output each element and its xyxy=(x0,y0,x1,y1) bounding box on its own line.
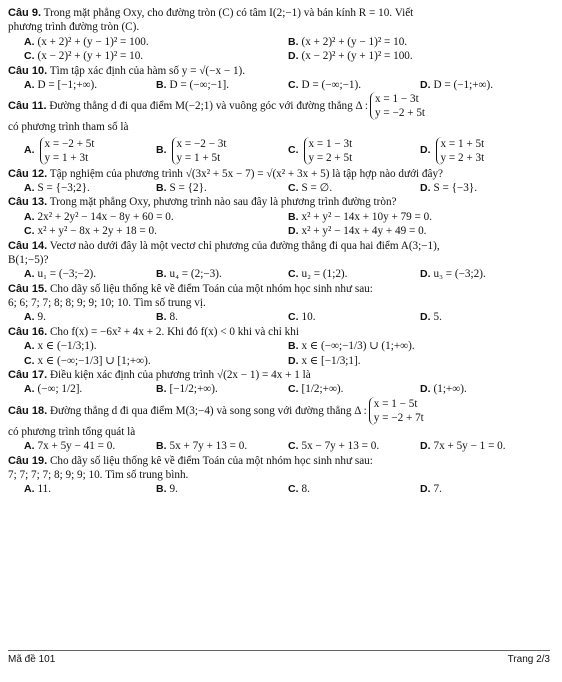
option-b[interactable]: B. x ∈ (−∞;−1/3) ∪ (1;+∞). xyxy=(288,340,415,353)
question-text-cont: phương trình đường tròn (C). xyxy=(8,21,140,34)
question-13 xyxy=(8,195,552,238)
question-text: Tìm tập xác định của hàm số y = √(−x − 1). xyxy=(49,64,246,77)
question-text: Tập nghiệm của phương trình √(3x² + 5x − 7) = √(x² + 3x + 5) là tập hợp nào dưới đây? xyxy=(49,167,444,180)
question-text-cont: 6; 6; 7; 7; 8; 8; 9; 9; 10; 10. Tìm số trung vị. xyxy=(8,297,206,310)
option-d[interactable]: D. x ∈ [−1/3;1]. xyxy=(288,354,361,367)
option-a[interactable]: A. 11. xyxy=(24,483,52,496)
option-a[interactable]: A. 7x + 5y − 41 = 0. xyxy=(24,440,116,453)
question-10 xyxy=(8,64,552,93)
options xyxy=(8,78,552,92)
question-15 xyxy=(8,282,552,325)
delta-system: x = 1 − 5t y = −2 + 7t xyxy=(369,397,424,425)
question-text-cont: có phương trình tham số là xyxy=(8,121,129,134)
option-system: x = 1 + 5t y = 2 + 3t xyxy=(436,137,485,165)
delta-system: x = 1 − 3t y = −2 + 5t xyxy=(370,92,425,120)
option-b[interactable]: B. x = −2 − 3t y = 1 + 5t xyxy=(156,137,227,164)
question-number: Câu 17. xyxy=(8,368,48,381)
question-text: Đường thẳng d đi qua điểm M(3;−4) và song song với đường thẳng Δ : xyxy=(49,404,367,417)
question-9 xyxy=(8,6,552,64)
option-b[interactable]: B. 5x + 7y + 13 = 0. xyxy=(156,440,248,453)
option-a[interactable]: A. D = [−1;+∞). xyxy=(24,78,98,91)
options xyxy=(8,181,552,195)
options xyxy=(8,137,552,165)
question-text-cont: 7; 7; 7; 7; 8; 9; 9; 10. Tìm số trung bình. xyxy=(8,468,189,481)
option-b[interactable]: B. u₄ = (2;−3). xyxy=(156,268,222,281)
options xyxy=(8,267,552,281)
option-d[interactable]: D. x = 1 + 5t y = 2 + 3t xyxy=(420,137,485,164)
option-system: x = −2 + 5t y = 1 + 3t xyxy=(40,137,95,165)
option-a[interactable]: A. S = {−3;2}. xyxy=(24,181,90,194)
question-number: Câu 9. xyxy=(8,7,42,19)
option-a[interactable]: A. u₁ = (−3;−2). xyxy=(24,268,97,281)
option-b[interactable]: B. [−1/2;+∞). xyxy=(156,383,218,396)
question-19 xyxy=(8,454,552,497)
option-a[interactable]: A. (x + 2)² + (y − 1)² = 100. xyxy=(24,35,149,48)
question-number: Câu 15. xyxy=(8,282,48,295)
options xyxy=(8,49,552,63)
question-text: Vectơ nào dưới đây là một vectơ chỉ phương của đường thẳng đi qua hai điểm A(3;−1), xyxy=(49,239,440,252)
question-text: Cho dãy số liệu thống kê về điểm Toán của một nhóm học sinh như sau: xyxy=(49,454,373,467)
option-d[interactable]: D. x² + y² − 14x + 4y + 49 = 0. xyxy=(288,225,427,238)
page-footer xyxy=(8,650,550,667)
question-16 xyxy=(8,325,552,368)
option-d[interactable]: D. 7. xyxy=(420,483,442,496)
exam-code: Mã đề 101 xyxy=(8,654,56,665)
option-c[interactable]: C. [1/2;+∞). xyxy=(288,383,344,396)
options xyxy=(8,439,552,453)
option-d[interactable]: D. 5. xyxy=(420,311,442,324)
question-text: Trong mặt phẳng Oxy, phương trình nào sau đây là phương trình đường tròn? xyxy=(49,196,397,209)
option-c[interactable]: C. (x − 2)² + (y + 1)² = 10. xyxy=(24,50,144,63)
option-b[interactable]: B. x² + y² − 14x + 10y + 79 = 0. xyxy=(288,210,433,223)
option-system: x = 1 − 3t y = 2 + 5t xyxy=(304,137,353,165)
options xyxy=(8,35,552,49)
option-d[interactable]: D. u₃ = (−3;2). xyxy=(420,268,486,281)
option-system: x = −2 − 3t y = 1 + 5t xyxy=(172,137,227,165)
option-b[interactable]: B. D = (−∞;−1]. xyxy=(156,78,230,91)
question-number: Câu 19. xyxy=(8,454,48,467)
option-c[interactable]: C. 5x − 7y + 13 = 0. xyxy=(288,440,380,453)
option-c[interactable]: C. D = (−∞;−1). xyxy=(288,78,362,91)
question-text: Cho dãy số liệu thống kê về điểm Toán của một nhóm học sinh như sau: xyxy=(49,282,373,295)
question-number: Câu 10. xyxy=(8,64,48,77)
option-a[interactable]: A. (−∞; 1/2]. xyxy=(24,383,83,396)
option-d[interactable]: D. D = (−1;+∞). xyxy=(420,78,494,91)
question-12 xyxy=(8,167,552,196)
option-c[interactable]: C. 8. xyxy=(288,483,310,496)
question-text: Đường thẳng d đi qua điểm M(−2;1) và vuông góc với đường thẳng Δ : xyxy=(49,100,369,113)
options xyxy=(8,210,552,224)
options xyxy=(8,382,552,396)
options xyxy=(8,482,552,496)
question-text-cont: B(1;−5)? xyxy=(8,253,49,266)
question-number: Câu 13. xyxy=(8,196,48,209)
question-text: Trong mặt phẳng Oxy, cho đường tròn (C) có tâm I(2;−1) và bán kính R = 10. Viết xyxy=(43,7,414,19)
option-d[interactable]: D. (x − 2)² + (y + 1)² = 100. xyxy=(288,50,413,63)
page-number: Trang 2/3 xyxy=(507,654,550,665)
question-11 xyxy=(8,92,552,164)
question-number: Câu 18. xyxy=(8,404,48,417)
option-b[interactable]: B. S = {2}. xyxy=(156,181,207,194)
question-17 xyxy=(8,368,552,397)
option-a[interactable]: A. 9. xyxy=(24,311,46,324)
question-number: Câu 11. xyxy=(8,100,47,113)
option-c[interactable]: C. u₂ = (1;2). xyxy=(288,268,348,281)
option-a[interactable]: A. x ∈ (−1/3;1). xyxy=(24,340,97,353)
option-d[interactable]: D. (1;+∞). xyxy=(420,383,467,396)
option-b[interactable]: B. 8. xyxy=(156,311,178,324)
option-c[interactable]: C. x² + y² − 8x + 2y + 18 = 0. xyxy=(24,225,157,238)
option-c[interactable]: C. x = 1 − 3t y = 2 + 5t xyxy=(288,137,353,164)
option-c[interactable]: C. x ∈ (−∞;−1/3] ∪ [1;+∞). xyxy=(24,354,151,367)
option-d[interactable]: D. S = {−3}. xyxy=(420,181,478,194)
question-text: Điều kiện xác định của phương trình √(2x − 1) = 4x + 1 là xyxy=(49,368,311,381)
question-text: Cho f(x) = −6x² + 4x + 2. Khi đó f(x) < 0 khi và chỉ khi xyxy=(49,325,299,338)
question-14 xyxy=(8,239,552,282)
option-a[interactable]: A. x = −2 + 5t y = 1 + 3t xyxy=(24,137,95,164)
question-number: Câu 12. xyxy=(8,167,48,180)
option-a[interactable]: A. 2x² + 2y² − 14x − 8y + 60 = 0. xyxy=(24,210,174,223)
options xyxy=(8,339,552,353)
option-b[interactable]: B. (x + 2)² + (y − 1)² = 10. xyxy=(288,35,408,48)
option-d[interactable]: D. 7x + 5y − 1 = 0. xyxy=(420,440,506,453)
question-text-cont: có phương trình tổng quát là xyxy=(8,425,136,438)
question-number: Câu 14. xyxy=(8,239,48,252)
options xyxy=(8,354,552,368)
question-18 xyxy=(8,397,552,454)
options xyxy=(8,224,552,238)
option-c[interactable]: C. S = ∅. xyxy=(288,181,333,194)
option-c[interactable]: C. 10. xyxy=(288,311,316,324)
options xyxy=(8,310,552,324)
option-b[interactable]: B. 9. xyxy=(156,483,178,496)
question-number: Câu 16. xyxy=(8,325,48,338)
